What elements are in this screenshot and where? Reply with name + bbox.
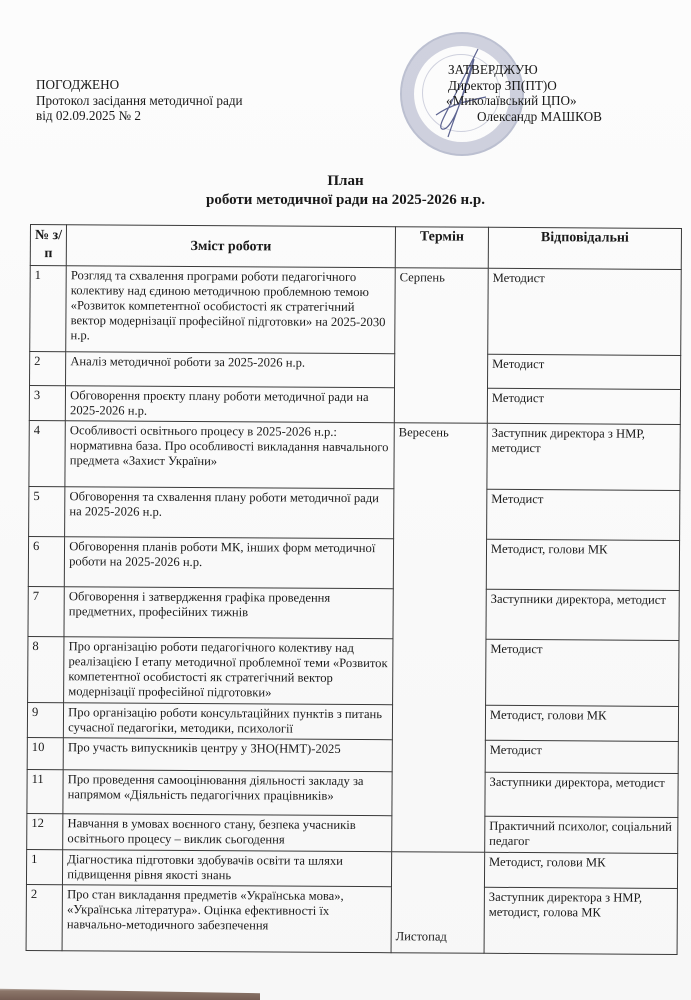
row-responsible: Практичний психолог, соціальний педагог <box>485 816 678 853</box>
table-row <box>26 849 677 888</box>
approval-date: від 02.09.2025 № 2 <box>36 108 142 123</box>
table-row <box>30 352 681 390</box>
row-content: Про участь випускників центру у ЗНО(НМТ)-2025 <box>63 738 392 772</box>
table-row <box>29 486 680 540</box>
table-row <box>27 769 678 817</box>
row-number: 1 <box>26 849 62 884</box>
row-responsible: Заступник директора з НМР, методист, голова МК <box>484 887 677 954</box>
confirmation-heading: ЗАТВЕРДЖУЮ <box>448 62 538 77</box>
row-responsible: Методист, голови МК <box>484 852 677 888</box>
row-number: 7 <box>28 586 64 636</box>
table-row <box>29 386 680 425</box>
row-number: 2 <box>30 352 66 386</box>
table-row <box>27 702 678 741</box>
row-number: 8 <box>28 636 65 702</box>
row-content: Навчання в умовах воєнного стану, безпека учасників освітнього процесу – виклик сьогодення <box>63 814 392 852</box>
approval-protocol: Протокол засідання методичної ради <box>36 92 243 108</box>
row-responsible: Методист <box>487 489 680 540</box>
row-content: Про проведення самооцінювання діяльності закладу за напрямом «Діяльність педагогічних працівників» <box>63 770 392 816</box>
approval-heading: ПОГОДЖЕНО <box>36 77 120 92</box>
row-content: Обговорення проєкту плану роботи методичної ради на 2025-2026 н.р. <box>65 386 394 423</box>
plan-table <box>26 224 682 955</box>
row-content: Розгляд та схвалення програми роботи педагогічного колективу над єдиною методичною проблемною темою «Розвиток компетентної особистості як стратегічний вектор модернізації професійної підготовки» на 2025-2030 н.р. <box>66 266 395 354</box>
row-content: Обговорення планів роботи МК, інших форм методичної роботи на 2025-2026 н.р. <box>64 537 393 589</box>
header-content: Зміст роботи <box>66 225 395 268</box>
title-line-1: План <box>327 173 364 189</box>
table-row <box>28 536 679 590</box>
title-line-2: роботи методичної ради на 2025-2026 н.р. <box>205 192 486 208</box>
row-responsible: Методист <box>485 740 678 773</box>
row-content: Про організацію роботи педагогічного колективу над реалізацією І етапу методичної проблемної теми «Розвиток компетентної особистості як стратегічний вектор модернізації професійної підготовки» <box>64 637 393 705</box>
approval-block <box>36 77 243 124</box>
table-row <box>26 884 677 954</box>
confirmation-organization: «Миколаївський ЦПО» <box>446 93 577 108</box>
row-term: Серпень <box>394 268 488 424</box>
row-content: Обговорення та схвалення плану роботи методичної ради на 2025-2026 н.р. <box>65 487 394 539</box>
row-responsible: Методист <box>488 268 682 355</box>
header-term: Термін <box>395 227 488 269</box>
row-responsible: Методист, голови МК <box>486 539 679 590</box>
row-number: 5 <box>29 486 65 536</box>
row-number: 2 <box>26 884 63 950</box>
row-responsible: Заступники директора, методист <box>485 772 678 817</box>
row-responsible: Методист <box>486 639 679 706</box>
row-responsible: Заступник директора з НМР, методист <box>487 423 680 490</box>
row-number: 10 <box>27 737 63 769</box>
row-responsible: Методист, голови МК <box>485 705 678 741</box>
table-row <box>28 636 679 706</box>
row-number: 1 <box>30 266 67 352</box>
confirmation-position: Директор ЗП(ПТ)О <box>448 77 557 93</box>
row-content: Про організацію роботи консультаційних пунктів з питань сучасної педагогіки, методики, психології <box>64 703 393 740</box>
row-content: Аналіз методичної роботи за 2025-2026 н.р. <box>66 352 395 388</box>
page-title <box>0 172 691 210</box>
row-number: 12 <box>27 813 63 849</box>
row-content: Особливості освітнього процесу в 2025-2026 н.р.: нормативна база. Про особливості викладання навчального предмета «Захист України» <box>65 421 394 489</box>
row-responsible: Методист <box>487 354 680 389</box>
header-number: № з/п <box>30 225 66 266</box>
table-row <box>28 586 679 640</box>
row-content: Про стан викладання предметів «Українська мова», «Українська література». Оцінка ефективності їх навчально-методичного забезпечення <box>62 885 391 953</box>
row-content: Діагностика підготовки здобувачів освіти та шляхи підвищення рівня якості знань <box>63 850 392 887</box>
row-responsible: Методист <box>487 388 680 424</box>
scan-edge-shadow <box>0 985 260 1000</box>
confirmation-signatory: Олександр МАШКОВ <box>477 108 602 124</box>
row-number: 6 <box>28 536 64 586</box>
confirmation-block <box>446 62 602 124</box>
row-number: 9 <box>27 702 63 737</box>
row-responsible: Заступники директора, методист <box>486 589 679 640</box>
row-content: Обговорення і затвердження графіка проведення предметних, професійних тижнів <box>64 587 393 639</box>
header-responsible: Відповідальні <box>488 227 681 269</box>
table-row <box>27 813 678 853</box>
row-term: Вересень <box>392 423 488 853</box>
table-row <box>30 266 682 356</box>
table-header-row <box>30 225 681 270</box>
row-term: Листопад <box>391 852 485 954</box>
table-row <box>29 420 680 490</box>
row-number: 11 <box>27 769 63 813</box>
row-number: 4 <box>29 420 66 486</box>
row-number: 3 <box>29 386 65 421</box>
table-row <box>27 737 678 773</box>
